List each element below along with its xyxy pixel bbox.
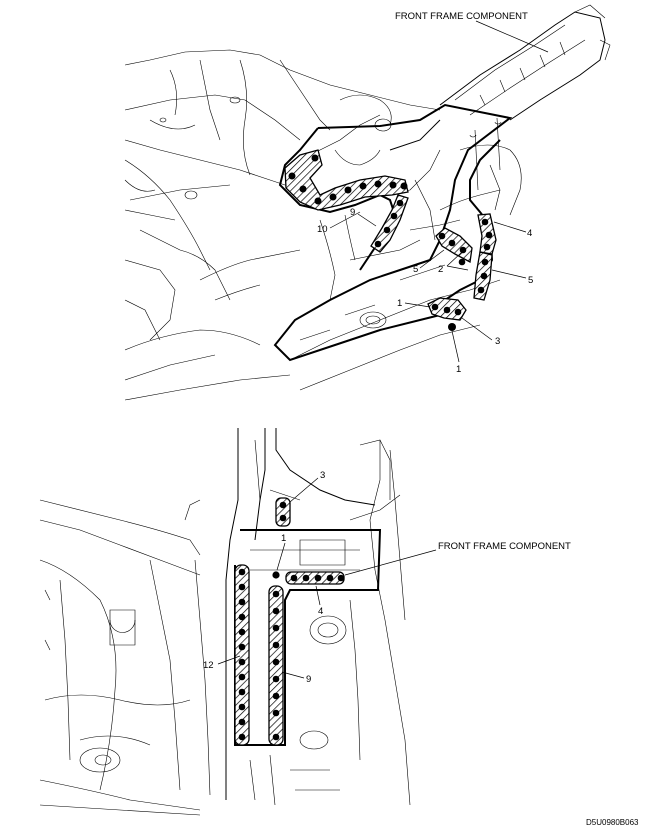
callout-top-5-right: 5	[528, 275, 534, 286]
figure-code: D5U0980B063	[586, 818, 639, 827]
callout-top-10: 10	[317, 224, 328, 235]
callout-top-4: 4	[527, 228, 533, 239]
top-weld-zone-9	[371, 195, 408, 252]
callout-top-5-left: 5	[413, 264, 419, 275]
top-weld-zone-4	[478, 214, 496, 254]
bottom-weld-spot-1	[272, 571, 279, 578]
callout-top-2: 2	[438, 264, 444, 275]
callout-bottom-9: 9	[306, 674, 312, 685]
callout-bottom-4: 4	[318, 606, 324, 617]
callout-bottom-1: 1	[281, 533, 287, 544]
bottom-weld-zone-9	[269, 586, 283, 745]
front-frame-label-bottom: FRONT FRAME COMPONENT	[438, 541, 571, 552]
top-weld-zone-5	[474, 252, 492, 300]
callout-bottom-12: 12	[203, 660, 214, 671]
bottom-weld-zone-4	[286, 572, 344, 584]
callout-top-1-left: 1	[397, 298, 403, 309]
bottom-weld-zone-3	[276, 498, 290, 526]
bottom-background-structure	[40, 440, 410, 815]
bottom-weld-zone-12	[235, 565, 249, 745]
callout-bottom-3: 3	[320, 470, 326, 481]
callout-top-9: 9	[350, 207, 356, 218]
bottom-view	[40, 428, 571, 815]
top-weld-spot-3	[448, 323, 456, 331]
callout-top-3: 3	[495, 336, 501, 347]
front-frame-label-top: FRONT FRAME COMPONENT	[395, 11, 528, 22]
top-view	[125, 5, 610, 400]
callout-top-1-bottom: 1	[456, 364, 462, 375]
top-front-frame-outline	[440, 5, 610, 120]
